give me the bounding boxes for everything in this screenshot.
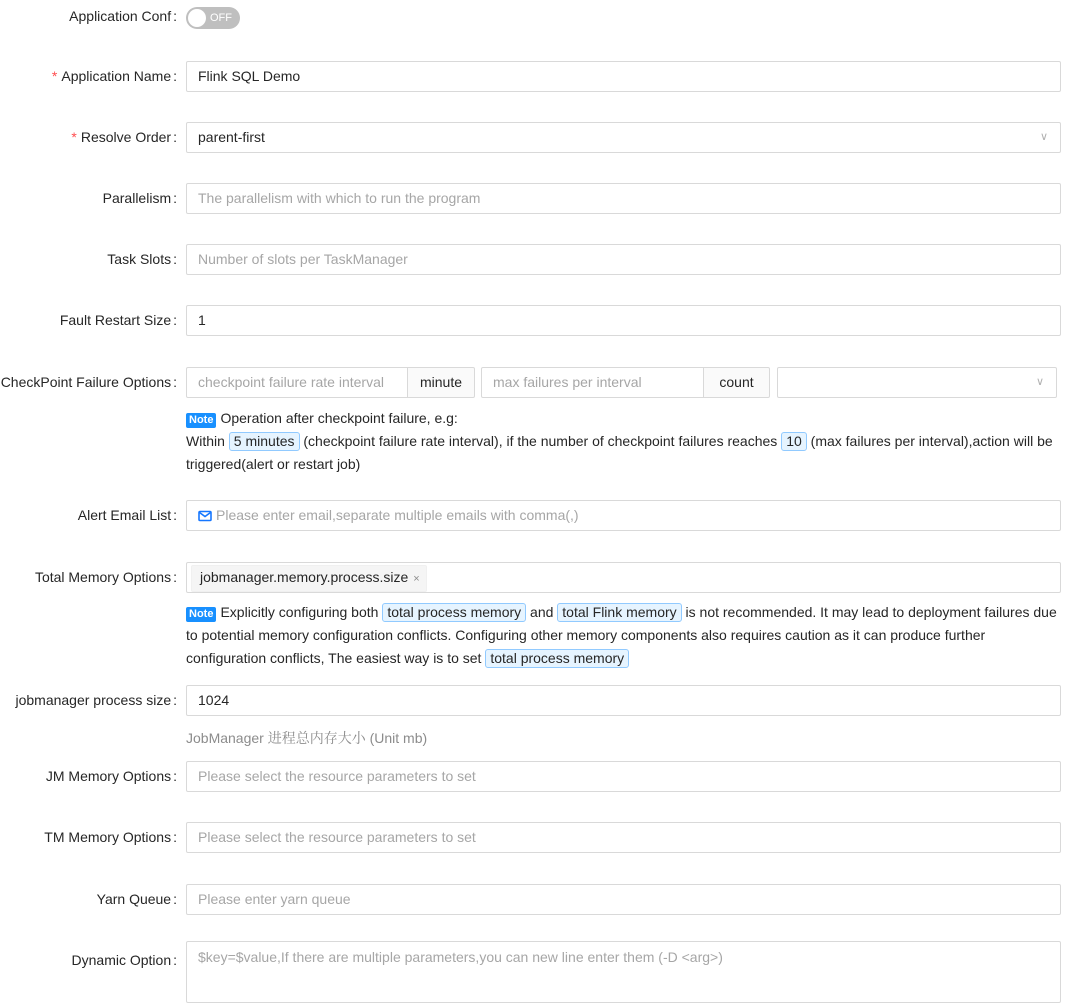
task-slots-label: Task Slots : [107,251,177,267]
alert-email-placeholder: Please enter email,separate multiple emails with comma(,) [216,507,579,523]
form-row-jm-memory [0,761,1080,792]
form-row-task-slots [0,244,1080,275]
form-row-resolve-order [0,122,1080,153]
dynamic-option-textarea[interactable]: $key=$value,If there are multiple parameters,you can new line enter them (-D <arg>) [186,941,1061,1003]
checkpoint-action-select[interactable] [777,367,1057,398]
checkpoint-note-line3: triggered(alert or restart job) [186,456,361,472]
total-memory-note-line2: to potential memory configuration conflicts. Configuring other memory components also requires caution as it can produce further [186,627,986,643]
jobmanager-process-size-help: JobManager 进程总内存大小 (Unit mb) [186,730,428,746]
checkpoint-note-line1: Note Operation after checkpoint failure, e.g: [186,407,1053,430]
yarn-queue-input[interactable]: Please enter yarn queue [186,884,1061,915]
jobmanager-process-size-label: jobmanager process size : [15,692,177,708]
checkpoint-note-line2: Within 5 minutes (checkpoint failure rate interval), if the number of checkpoint failures reaches 10 (max failures per interval),action will be [186,433,1053,449]
jm-memory-select[interactable]: Please select the resource parameters to set [186,761,1061,792]
required-mark: * [71,129,77,145]
total-memory-select[interactable] [186,562,1061,593]
total-process-memory-tag: total process memory [382,603,526,622]
note-badge: Note [186,413,216,428]
total-memory-note-line3: configuration conflicts, The easiest way is to set total process memory [186,647,1057,670]
application-conf-toggle[interactable] [186,7,240,29]
parallelism-label: Parallelism : [102,190,177,206]
total-memory-label: Total Memory Options : [34,569,177,585]
form-row-checkpoint-failure [0,367,1080,398]
application-conf-label: Application Conf : [69,8,177,24]
note-badge: Note [186,607,216,622]
jobmanager-process-size-input[interactable]: 1024 [186,685,1061,716]
form-row-jobmanager-process-size [0,685,1080,716]
checkpoint-max-unit: count [703,367,770,398]
dynamic-option-label: Dynamic Option : [71,952,177,968]
chevron-down-icon: ∨ [1039,131,1048,143]
application-name-input[interactable]: Flink SQL Demo [186,61,1061,92]
application-name-label: * Application Name : [51,68,177,84]
checkpoint-rate-unit: minute [407,367,475,398]
form-row-alert-email [0,500,1080,531]
close-icon[interactable]: × [413,573,420,585]
total-flink-memory-tag: total Flink memory [557,603,681,622]
resolve-order-label: * Resolve Order : [71,129,177,145]
checkpoint-failure-label: CheckPoint Failure Options : [0,374,177,390]
minutes-tag: 5 minutes [229,432,300,451]
toggle-knob [188,9,206,27]
checkpoint-max-input[interactable]: max failures per interval [481,367,704,398]
total-memory-note [186,601,1057,670]
fault-restart-size-input[interactable]: 1 [186,305,1061,336]
form-row-application-name [0,61,1080,92]
chevron-down-icon: ∨ [1035,376,1044,388]
form-row-parallelism [0,183,1080,214]
form-row-tm-memory [0,822,1080,853]
yarn-queue-label: Yarn Queue : [96,891,177,907]
selected-option-tag: jobmanager.memory.process.size × [191,565,427,592]
mail-icon [198,510,212,522]
form-row-fault-restart-size [0,305,1080,336]
tm-memory-select[interactable]: Please select the resource parameters to set [186,822,1061,853]
form-row-application-conf [0,1,1080,32]
toggle-text: OFF [210,12,232,24]
total-memory-note-line1: Note Explicitly configuring both total process memory and total Flink memory is not recommended. It may lead to deployment failures due [186,601,1057,624]
required-mark: * [51,68,58,84]
count-tag: 10 [781,432,807,451]
alert-email-label: Alert Email List : [77,507,177,523]
tm-memory-label: TM Memory Options : [44,829,177,845]
parallelism-input[interactable]: The parallelism with which to run the program [186,183,1061,214]
fault-restart-size-label: Fault Restart Size : [59,312,177,328]
total-process-memory-tag-2: total process memory [485,649,629,668]
task-slots-input[interactable]: Number of slots per TaskManager [186,244,1061,275]
form-row-total-memory [0,562,1080,593]
form-row-yarn-queue [0,884,1080,915]
resolve-order-value: parent-first [198,129,265,145]
alert-email-input[interactable] [186,500,1061,531]
jm-memory-label: JM Memory Options : [45,768,177,784]
resolve-order-select[interactable] [186,122,1061,153]
checkpoint-rate-input[interactable]: checkpoint failure rate interval [186,367,408,398]
checkpoint-note [186,407,1053,476]
form-row-dynamic-option [0,941,1080,1001]
